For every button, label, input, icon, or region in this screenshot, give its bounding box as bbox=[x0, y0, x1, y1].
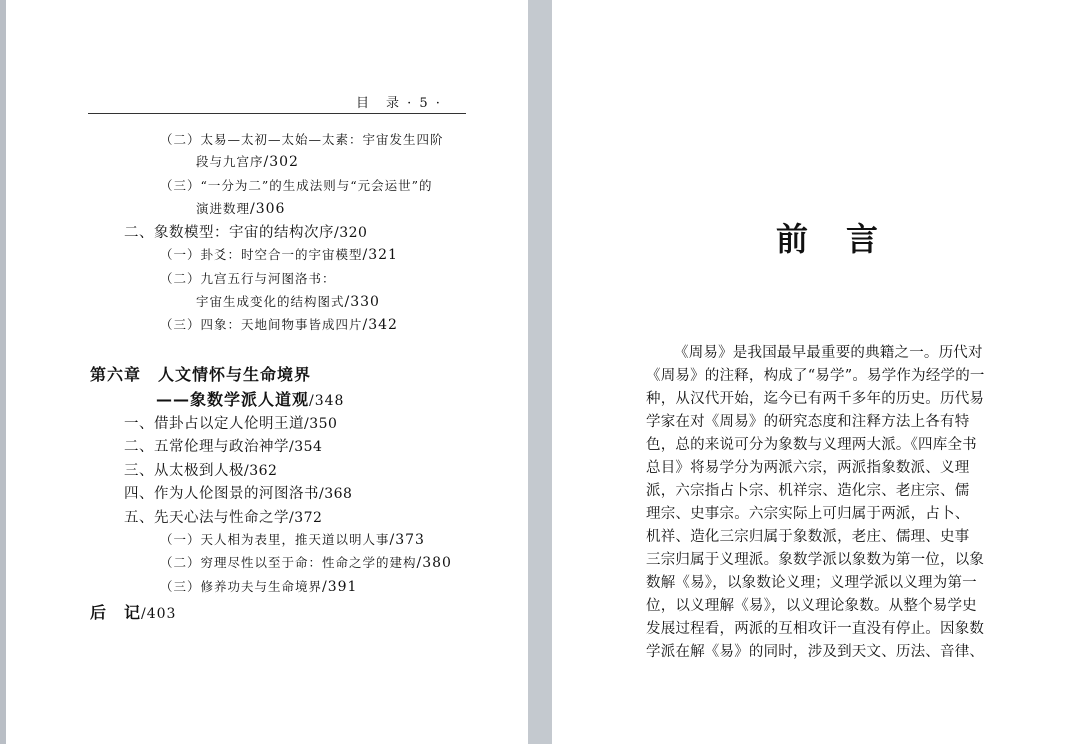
paragraph-line: 《周易》的注释，构成了“易学”。易学作为经学的一 bbox=[646, 368, 985, 384]
toc-entry: 四、作为人伦图景的河图洛书/368 bbox=[124, 486, 353, 502]
paragraph-line: 机祥、造化三宗归属于象数派，老庄、儒理、史事 bbox=[646, 529, 970, 545]
toc-entry: （一）卦爻：时空合一的宇宙模型/321 bbox=[160, 247, 398, 263]
paragraph-line: 数解《易》，以象数论义理；义理学派以义理为第一 bbox=[646, 575, 977, 591]
paragraph-line: 学家在对《周易》的研究态度和注释方法上各有特 bbox=[646, 414, 970, 430]
toc-entry: 一、借卦占以定人伦明王道/350 bbox=[124, 416, 338, 432]
paragraph-line: 派，六宗指占卜宗、机祥宗、造化宗、老庄宗、儒 bbox=[646, 483, 970, 499]
toc-entry: （二）九宫五行与河图洛书： bbox=[160, 271, 336, 286]
toc-entry: （二）穷理尽性以至于命：性命之学的建构/380 bbox=[160, 555, 452, 571]
toc-entry: （三）“一分为二”的生成法则与“元会运世”的 bbox=[160, 178, 433, 193]
paragraph-line: 三宗归属于义理派。象数学派以象数为第一位，以象 bbox=[646, 552, 985, 568]
paragraph-line: 总目》将易学分为两派六宗，两派指象数派、义理 bbox=[646, 460, 970, 476]
page-gutter bbox=[528, 0, 552, 744]
paragraph-line: 理宗、史事宗。六宗实际上可归属于两派，占卜、 bbox=[646, 506, 970, 522]
paragraph-line: 种，从汉代开始，迄今已有两千多年的历史。历代易 bbox=[646, 391, 985, 407]
toc-entry: 演进数理/306 bbox=[196, 201, 286, 217]
toc-entry: （一）天人相为表里，推天道以明人事/373 bbox=[160, 532, 425, 548]
paragraph-line: 发展过程看，两派的互相攻讦一直没有停止。因象数 bbox=[646, 621, 985, 637]
toc-entry: 段与九宫序/302 bbox=[196, 154, 299, 170]
right-page bbox=[552, 0, 1078, 744]
header-rule bbox=[88, 113, 466, 114]
toc-entry: （二）太易—太初—太始—太素：宇宙发生四阶 bbox=[160, 132, 444, 147]
toc-entry: 宇宙生成变化的结构图式/330 bbox=[196, 294, 380, 310]
toc-entry: 三、从太极到人极/362 bbox=[124, 463, 278, 479]
paragraph-line: 学派在解《易》的同时，涉及到天文、历法、音律、 bbox=[646, 644, 985, 660]
paragraph-line: 色，总的来说可分为象数与义理两大派。《四库全书 bbox=[646, 437, 977, 453]
running-head: 目 录 · 5 · bbox=[356, 96, 442, 111]
chapter-title: 第六章 人文情怀与生命境界 bbox=[90, 365, 312, 384]
toc-entry: （三）修养功夫与生命境界/391 bbox=[160, 579, 358, 595]
toc-entry: 二、象数模型：宇宙的结构次序/320 bbox=[124, 225, 368, 241]
paragraph-line: 位，以义理解《易》，以义理论象数。从整个易学史 bbox=[646, 598, 977, 614]
chapter-subtitle: ——象数学派人道观/348 bbox=[156, 390, 345, 409]
toc-entry: 二、五常伦理与政治神学/354 bbox=[124, 439, 323, 455]
toc-entry: 五、先天心法与性命之学/372 bbox=[124, 510, 323, 526]
preface-title: 前言 bbox=[776, 220, 917, 258]
left-page bbox=[6, 0, 528, 744]
paragraph-line: 《周易》是我国最早最重要的典籍之一。历代对 bbox=[674, 345, 983, 361]
afterword-entry: 后 记/403 bbox=[90, 603, 177, 622]
toc-entry: （三）四象：天地间物事皆成四片/342 bbox=[160, 317, 398, 333]
